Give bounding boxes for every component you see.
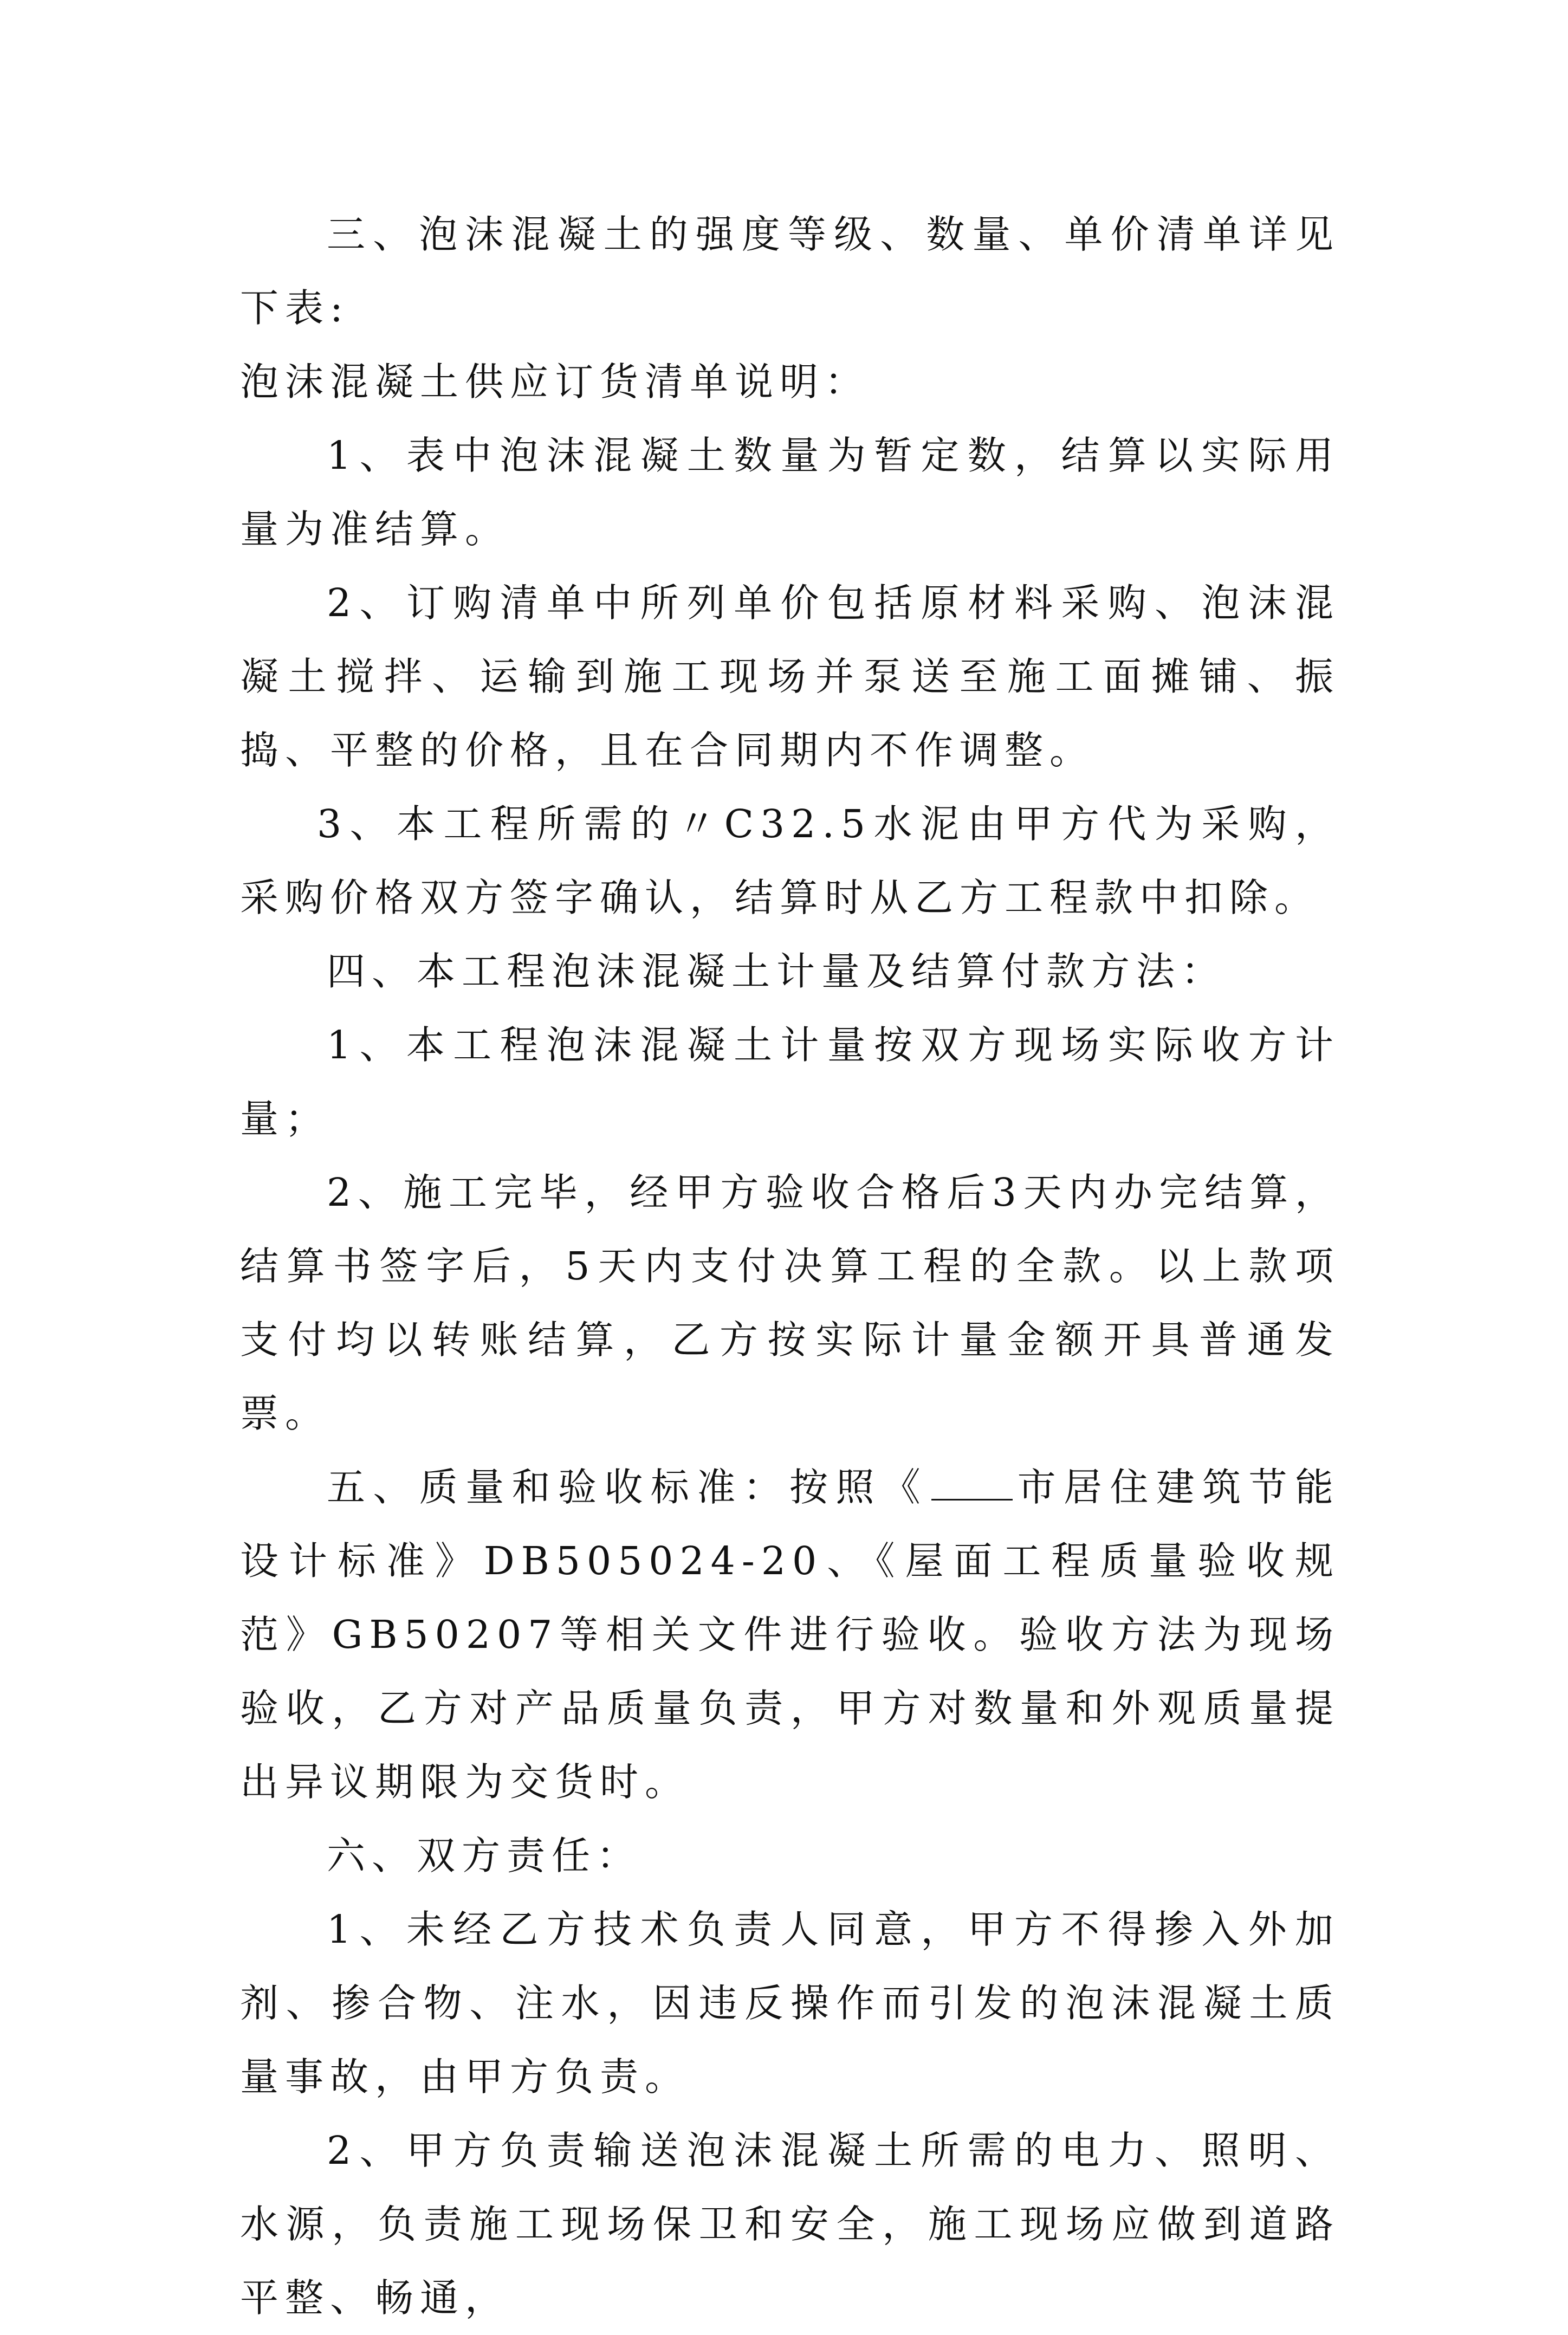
paragraph-duty-2: 2、甲方负责输送泡沫混凝土所需的电力、照明、水源，负责施工现场保卫和安全，施工现场应做到道路平整、畅通， xyxy=(240,2128,1340,2320)
paragraph-measure-2: 2、施工完毕，经甲方验收合格后3天内办完结算，结算书签字后，5天内支付决算工程的全款。以上款项支付均以转账结算，乙方按实际计量金额开具普通发票。 xyxy=(240,1170,1340,1436)
paragraph-section-6-heading: 六、双方责任： xyxy=(327,1833,642,1878)
paragraph-measure-1: 1、本工程泡沫混凝土计量按双方现场实际收方计量； xyxy=(240,1023,1340,1141)
quality-standard-rest: 市居住建筑节能设计标准》DB505024-20、《屋面工程质量验收规范》GB50207等相关文件进行验收。验收方法为现场验收，乙方对产品质量负责，甲方对数量和外观质量提出异议期限为交货时。 xyxy=(240,1465,1340,1804)
paragraph-section-4-heading: 四、本工程泡沫混凝土计量及结算付款方法： xyxy=(327,949,1227,994)
quality-standard-prefix: 五、质量和验收标准：按照《 xyxy=(327,1465,929,1510)
document-body xyxy=(240,198,1340,2335)
paragraph-note-1: 1、表中泡沫混凝土数量为暂定数，结算以实际用量为准结算。 xyxy=(240,433,1340,552)
paragraph-section-5 xyxy=(240,1451,1340,1819)
paragraph-note-2: 2、订购清单中所列单价包括原材料采购、泡沫混凝土搅拌、运输到施工现场并泵送至施工面摊铺、振捣、平整的价格，且在合同期内不作调整。 xyxy=(240,580,1340,773)
city-name-blank xyxy=(931,1466,1013,1500)
paragraph-order-list-note: 泡沫混凝土供应订货清单说明： xyxy=(240,359,870,404)
paragraph-section-3-heading: 三、泡沫混凝土的强度等级、数量、单价清单详见下表: xyxy=(240,212,1340,331)
paragraph-duty-1: 1、未经乙方技术负责人同意，甲方不得掺入外加剂、掺合物、注水，因违反操作而引发的泡沫混凝土质量事故，由甲方负责。 xyxy=(240,1907,1340,2099)
paragraph-note-3: 3、本工程所需的〃C32.5水泥由甲方代为采购，采购价格双方签字确认，结算时从乙方工程款中扣除。 xyxy=(240,801,1340,920)
